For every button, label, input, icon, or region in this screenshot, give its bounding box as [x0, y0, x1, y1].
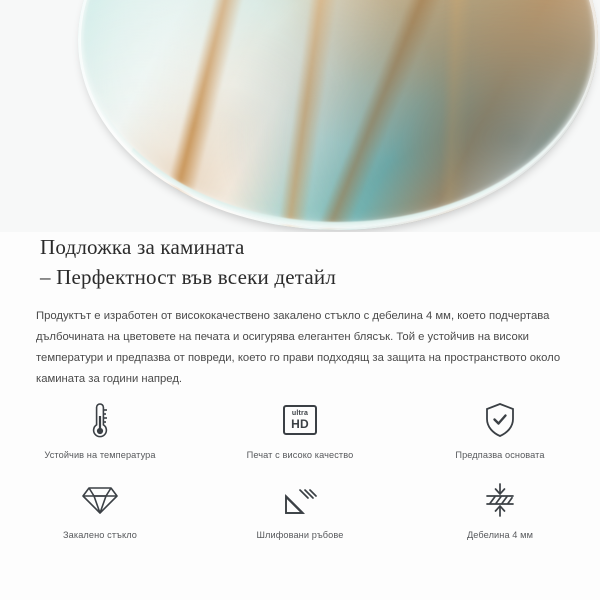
page-title [40, 232, 560, 292]
feature-item-tempered-glass [0, 478, 200, 540]
feature-label: Печат с високо качество [246, 450, 354, 460]
feature-item-surface-protection [400, 398, 600, 460]
feature-label: Шлифовани ръбове [256, 530, 344, 540]
feature-grid [0, 398, 600, 540]
text-content [0, 232, 600, 390]
feature-item-print-quality [200, 398, 400, 460]
thermometer-icon [89, 398, 111, 442]
feature-label: Закалено стъкло [63, 530, 137, 540]
headline-line-2: – Перфектност във всеки детайл [40, 265, 337, 289]
feature-label: Предпазва основата [455, 450, 545, 460]
feature-item-polished-edges [200, 478, 400, 540]
diamond-icon [81, 478, 119, 522]
ultra-hd-icon: ultra HD [283, 398, 317, 442]
shield-check-icon [484, 398, 516, 442]
feature-label: Устойчив на температура [44, 450, 156, 460]
feature-item-thickness [400, 478, 600, 540]
hero-image [0, 0, 600, 232]
headline-line-1: Подложка за камината [40, 235, 245, 259]
feature-item-temperature [0, 398, 200, 460]
polished-edges-icon [283, 478, 317, 522]
thickness-arrows-icon [482, 478, 518, 522]
description-paragraph: Продуктът е изработен от висококачествено закалено стъкло с дебелина 4 мм, което подчертава дълбочината на цветовете на печата и осигурява елегантен блясък. Той е устойчив на високи температури и предпазва от повреди, което го прави подходящ за защита на пространството около камината за години напред. [36, 310, 561, 385]
glass-plate-artwork [78, 0, 598, 230]
feature-label: Дебелина 4 мм [466, 530, 533, 540]
